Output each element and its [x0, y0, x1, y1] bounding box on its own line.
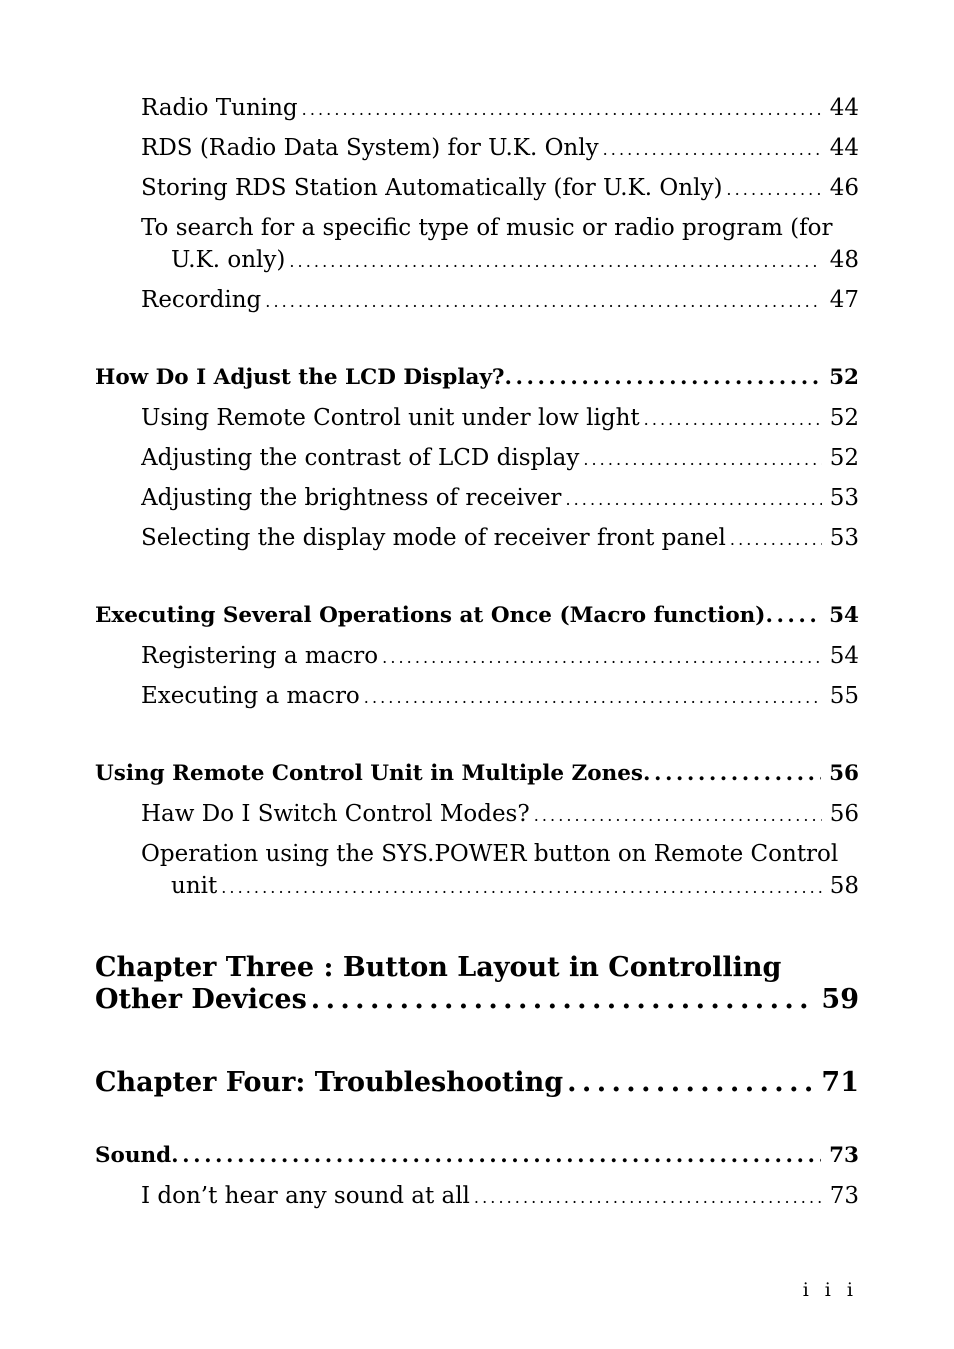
- toc-entry-page: 55: [829, 683, 859, 709]
- toc-entry-page: 52: [829, 405, 859, 431]
- dot-leader: [302, 92, 822, 126]
- toc-section-macro[interactable]: [95, 600, 859, 640]
- toc-chapter-three[interactable]: [95, 952, 859, 1016]
- toc-chapter-page: 71: [821, 1067, 859, 1098]
- toc-entry-title-line1: Operation using the SYS.POWER button on Remote Control: [141, 841, 839, 867]
- toc-entry-page: 73: [829, 1183, 859, 1209]
- toc-chapter-title-line2: Other Devices: [95, 984, 307, 1015]
- dot-leader: [289, 244, 821, 278]
- toc-entry-title: Storing RDS Station Automatically (for U.K. Only): [141, 175, 723, 201]
- dot-leader: [311, 984, 814, 1016]
- toc-entry-no-sound[interactable]: [141, 1180, 859, 1220]
- toc-entry-switch-modes[interactable]: [141, 798, 859, 838]
- toc-entry-title: Radio Tuning: [141, 95, 298, 121]
- toc-chapter-page: 59: [821, 984, 859, 1015]
- toc-entry-title: Haw Do I Switch Control Modes?: [141, 801, 530, 827]
- toc-entry-page: 44: [829, 135, 859, 161]
- toc-entry-executing-macro[interactable]: [141, 680, 859, 720]
- toc-section-page: 73: [829, 1143, 859, 1168]
- toc-entry-page: 48: [829, 247, 859, 273]
- toc-entry-search-music[interactable]: [141, 212, 859, 284]
- dot-leader: [221, 870, 821, 904]
- toc-entry-page: 47: [829, 287, 859, 313]
- toc-section-title: Sound: [95, 1143, 172, 1168]
- toc-section-page: 52: [829, 365, 859, 390]
- page-number: i i i: [802, 1279, 858, 1301]
- toc-entry-title-line1: To search for a specific type of music or radio program (for: [141, 215, 833, 241]
- toc-section-title: How Do I Adjust the LCD Display?: [95, 365, 505, 390]
- toc-entry-brightness[interactable]: [141, 482, 859, 522]
- toc-section-title: Executing Several Operations at Once (Macro function): [95, 603, 766, 628]
- toc-section-title: Using Remote Control Unit in Multiple Zones: [95, 761, 643, 786]
- toc-entry-title: Registering a macro: [141, 643, 379, 669]
- toc-chapter-title: Chapter Four: Troubleshooting: [95, 1067, 564, 1098]
- dot-leader: [505, 362, 822, 394]
- toc-section-sound[interactable]: [95, 1140, 859, 1180]
- toc-section-page: 56: [829, 761, 859, 786]
- toc-entry-sys-power[interactable]: [141, 838, 859, 910]
- toc-entry-page: 44: [829, 95, 859, 121]
- toc-entry-contrast[interactable]: [141, 442, 859, 482]
- toc-entry-display-mode[interactable]: [141, 522, 859, 562]
- toc-chapter-title-line1: Chapter Three : Button Layout in Controlling: [95, 952, 782, 983]
- dot-leader: [567, 1067, 813, 1099]
- dot-leader: [726, 172, 821, 206]
- toc-chapter-four[interactable]: [95, 1067, 859, 1099]
- dot-leader: [565, 482, 821, 516]
- toc-entry-page: 52: [829, 445, 859, 471]
- dot-leader: [644, 402, 822, 436]
- dot-leader: [534, 798, 822, 832]
- dot-leader: [364, 680, 822, 714]
- toc-entry-registering-macro[interactable]: [141, 640, 859, 680]
- toc-entry-title-line2: U.K. only): [171, 247, 286, 273]
- toc-entry-page: 56: [829, 801, 859, 827]
- dot-leader: [265, 284, 821, 318]
- toc-entry-low-light[interactable]: [141, 402, 859, 442]
- dot-leader: [474, 1180, 822, 1214]
- toc-entry-title: Adjusting the brightness of receiver: [141, 485, 562, 511]
- toc-entry-title-line2: unit: [171, 873, 218, 899]
- dot-leader: [603, 132, 822, 166]
- toc-entry-title: RDS (Radio Data System) for U.K. Only: [141, 135, 599, 161]
- dot-leader: [583, 442, 821, 476]
- toc-entry-rds[interactable]: [141, 132, 859, 172]
- toc-entry-radio-tuning[interactable]: [141, 92, 859, 132]
- toc-entry-page: 54: [829, 643, 859, 669]
- dot-leader: [765, 600, 821, 632]
- toc-entry-title: Executing a macro: [141, 683, 360, 709]
- toc-entry-page: 53: [829, 485, 859, 511]
- toc-entry-page: 46: [829, 175, 859, 201]
- toc-entry-storing-rds[interactable]: [141, 172, 859, 212]
- toc-entry-page: 58: [829, 873, 859, 899]
- toc-entry-title: Adjusting the contrast of LCD display: [141, 445, 580, 471]
- toc-entry-title: I don’t hear any sound at all: [141, 1183, 470, 1209]
- dot-leader: [730, 522, 822, 556]
- toc-entry-title: Using Remote Control unit under low light: [141, 405, 640, 431]
- dot-leader: [382, 640, 822, 674]
- dot-leader: [171, 1140, 821, 1172]
- dot-leader: [643, 758, 821, 790]
- table-of-contents: [95, 92, 859, 1220]
- toc-section-multiple-zones[interactable]: [95, 758, 859, 798]
- toc-section-lcd[interactable]: [95, 362, 859, 402]
- toc-entry-page: 53: [829, 525, 859, 551]
- toc-entry-title: Selecting the display mode of receiver front panel: [141, 525, 726, 551]
- toc-entry-recording[interactable]: [141, 284, 859, 324]
- toc-entry-title: Recording: [141, 287, 262, 313]
- toc-section-page: 54: [829, 603, 859, 628]
